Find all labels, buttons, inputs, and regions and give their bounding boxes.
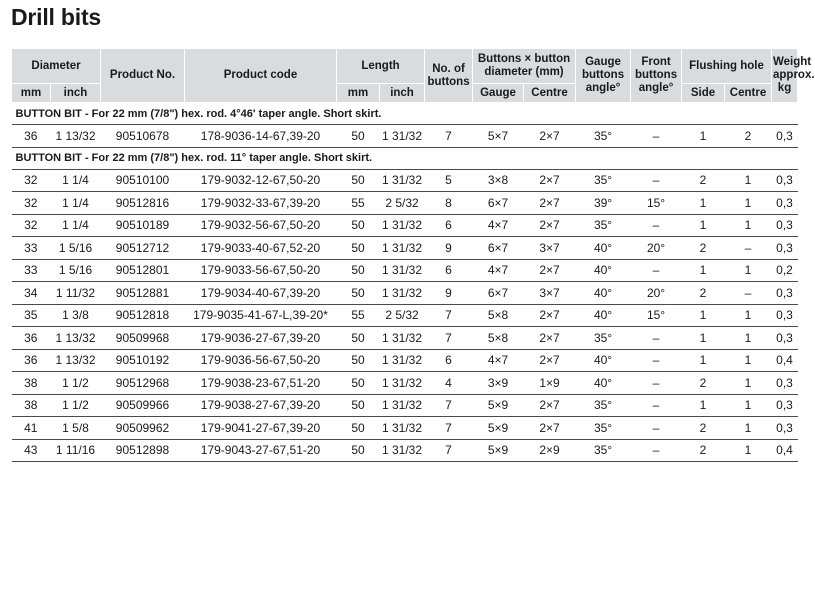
page-title: Drill bits (11, 4, 102, 30)
weight-cell: 0,3 (772, 237, 798, 260)
header-flushing-centre: Centre (725, 84, 772, 103)
flushing-centre-cell: 1 (725, 327, 772, 350)
front-angle-cell: 15° (631, 304, 682, 327)
product-code-cell: 179-9041-27-67,39-20 (185, 417, 337, 440)
gauge-angle-cell: 35° (576, 417, 631, 440)
centre-cell: 2×7 (524, 259, 576, 282)
header-product-no: Product No. (101, 49, 185, 103)
length-inch-cell: 1 31/32 (380, 394, 425, 417)
header-flushing-side: Side (682, 84, 725, 103)
diameter-mm-cell: 33 (12, 237, 51, 260)
weight-cell: 0,2 (772, 259, 798, 282)
length-inch-cell: 2 5/32 (380, 304, 425, 327)
centre-cell: 3×7 (524, 237, 576, 260)
centre-cell: 2×7 (524, 125, 576, 148)
no-of-buttons-cell: 8 (425, 192, 473, 215)
no-of-buttons-cell: 6 (425, 259, 473, 282)
flushing-centre-cell: 1 (725, 304, 772, 327)
gauge-angle-cell: 40° (576, 349, 631, 372)
length-mm-cell: 50 (337, 237, 380, 260)
header-gauge: Gauge (473, 84, 524, 103)
no-of-buttons-cell: 5 (425, 169, 473, 192)
front-angle-cell: 20° (631, 282, 682, 305)
length-inch-cell: 1 31/32 (380, 169, 425, 192)
gauge-cell: 5×9 (473, 394, 524, 417)
flushing-centre-cell: 1 (725, 349, 772, 372)
diameter-mm-cell: 32 (12, 192, 51, 215)
diameter-inch-cell: 1 1/2 (51, 372, 101, 395)
product-code-cell: 179-9033-56-67,50-20 (185, 259, 337, 282)
centre-cell: 2×7 (524, 349, 576, 372)
flushing-centre-cell: 1 (725, 417, 772, 440)
diameter-mm-cell: 35 (12, 304, 51, 327)
flushing-side-cell: 2 (682, 417, 725, 440)
header-length-inch: inch (380, 84, 425, 103)
centre-cell: 2×7 (524, 327, 576, 350)
product-code-cell: 179-9032-33-67,39-20 (185, 192, 337, 215)
header-diameter: Diameter (12, 49, 101, 84)
diameter-mm-cell: 36 (12, 125, 51, 148)
header-diameter-mm: mm (12, 84, 51, 103)
diameter-inch-cell: 1 5/16 (51, 259, 101, 282)
flushing-side-cell: 1 (682, 125, 725, 148)
length-inch-cell: 2 5/32 (380, 192, 425, 215)
header-weight: Weight approx. kg (772, 49, 798, 103)
centre-cell: 2×7 (524, 304, 576, 327)
diameter-inch-cell: 1 1/4 (51, 192, 101, 215)
product-no-cell: 90510678 (101, 125, 185, 148)
no-of-buttons-cell: 6 (425, 349, 473, 372)
gauge-cell: 5×7 (473, 125, 524, 148)
diameter-inch-cell: 1 5/8 (51, 417, 101, 440)
header-buttons-diameter: Buttons × button diameter (mm) (473, 49, 576, 84)
length-inch-cell: 1 31/32 (380, 349, 425, 372)
gauge-cell: 4×7 (473, 349, 524, 372)
weight-cell: 0,4 (772, 439, 798, 462)
flushing-centre-cell: 1 (725, 169, 772, 192)
length-mm-cell: 50 (337, 439, 380, 462)
no-of-buttons-cell: 9 (425, 282, 473, 305)
no-of-buttons-cell: 7 (425, 125, 473, 148)
length-mm-cell: 50 (337, 327, 380, 350)
diameter-inch-cell: 1 13/32 (51, 327, 101, 350)
diameter-inch-cell: 1 1/4 (51, 169, 101, 192)
centre-cell: 1×9 (524, 372, 576, 395)
diameter-inch-cell: 1 1/2 (51, 394, 101, 417)
product-code-cell: 179-9038-23-67,51-20 (185, 372, 337, 395)
length-inch-cell: 1 31/32 (380, 237, 425, 260)
front-angle-cell: – (631, 169, 682, 192)
product-code-cell: 179-9035-41-67-L,39-20* (185, 304, 337, 327)
front-angle-cell: – (631, 417, 682, 440)
length-inch-cell: 1 31/32 (380, 439, 425, 462)
flushing-side-cell: 1 (682, 394, 725, 417)
length-mm-cell: 55 (337, 192, 380, 215)
flushing-side-cell: 2 (682, 372, 725, 395)
gauge-cell: 3×9 (473, 372, 524, 395)
centre-cell: 2×7 (524, 169, 576, 192)
weight-cell: 0,3 (772, 214, 798, 237)
front-angle-cell: – (631, 259, 682, 282)
diameter-mm-cell: 43 (12, 439, 51, 462)
diameter-mm-cell: 32 (12, 214, 51, 237)
length-mm-cell: 50 (337, 169, 380, 192)
header-front-buttons-angle: Front buttons angle° (631, 49, 682, 103)
flushing-centre-cell: 1 (725, 439, 772, 462)
gauge-cell: 6×7 (473, 282, 524, 305)
product-no-cell: 90509962 (101, 417, 185, 440)
gauge-angle-cell: 40° (576, 259, 631, 282)
centre-cell: 2×7 (524, 192, 576, 215)
diameter-mm-cell: 38 (12, 394, 51, 417)
diameter-mm-cell: 41 (12, 417, 51, 440)
gauge-angle-cell: 35° (576, 169, 631, 192)
length-inch-cell: 1 31/32 (380, 327, 425, 350)
gauge-cell: 5×9 (473, 439, 524, 462)
header-centre: Centre (524, 84, 576, 103)
table-row (12, 214, 798, 237)
gauge-angle-cell: 35° (576, 439, 631, 462)
flushing-side-cell: 2 (682, 237, 725, 260)
gauge-angle-cell: 40° (576, 372, 631, 395)
length-mm-cell: 50 (337, 282, 380, 305)
table-row (12, 327, 798, 350)
front-angle-cell: 20° (631, 237, 682, 260)
length-inch-cell: 1 31/32 (380, 125, 425, 148)
weight-cell: 0,3 (772, 304, 798, 327)
no-of-buttons-cell: 7 (425, 394, 473, 417)
weight-cell: 0,3 (772, 169, 798, 192)
table-row (12, 125, 798, 148)
flushing-centre-cell: 1 (725, 214, 772, 237)
gauge-cell: 3×8 (473, 169, 524, 192)
diameter-inch-cell: 1 11/32 (51, 282, 101, 305)
table-row (12, 349, 798, 372)
centre-cell: 2×7 (524, 394, 576, 417)
product-code-cell: 179-9043-27-67,51-20 (185, 439, 337, 462)
length-mm-cell: 50 (337, 394, 380, 417)
weight-cell: 0,3 (772, 417, 798, 440)
length-inch-cell: 1 31/32 (380, 259, 425, 282)
table-row (12, 237, 798, 260)
diameter-mm-cell: 34 (12, 282, 51, 305)
front-angle-cell: – (631, 327, 682, 350)
product-no-cell: 90512816 (101, 192, 185, 215)
weight-cell: 0,3 (772, 282, 798, 305)
weight-cell: 0,3 (772, 125, 798, 148)
diameter-inch-cell: 1 3/8 (51, 304, 101, 327)
header-gauge-buttons-angle: Gauge buttons angle° (576, 49, 631, 103)
header-diameter-inch: inch (51, 84, 101, 103)
product-no-cell: 90509968 (101, 327, 185, 350)
product-code-cell: 179-9032-56-67,50-20 (185, 214, 337, 237)
flushing-centre-cell: 1 (725, 372, 772, 395)
drill-bits-table (11, 48, 815, 462)
table-row (12, 192, 798, 215)
length-inch-cell: 1 31/32 (380, 417, 425, 440)
flushing-side-cell: 2 (682, 439, 725, 462)
flushing-side-cell: 2 (682, 282, 725, 305)
product-code-cell: 179-9033-40-67,52-20 (185, 237, 337, 260)
flushing-centre-cell: 1 (725, 394, 772, 417)
header-flushing-hole: Flushing hole (682, 49, 772, 84)
length-mm-cell: 50 (337, 259, 380, 282)
product-code-cell: 179-9036-27-67,39-20 (185, 327, 337, 350)
table-row (12, 394, 798, 417)
no-of-buttons-cell: 6 (425, 214, 473, 237)
product-no-cell: 90512898 (101, 439, 185, 462)
table-row (12, 169, 798, 192)
gauge-angle-cell: 35° (576, 214, 631, 237)
flushing-centre-cell: 2 (725, 125, 772, 148)
centre-cell: 2×9 (524, 439, 576, 462)
diameter-inch-cell: 1 5/16 (51, 237, 101, 260)
flushing-centre-cell: – (725, 282, 772, 305)
product-no-cell: 90512712 (101, 237, 185, 260)
flushing-side-cell: 1 (682, 327, 725, 350)
gauge-angle-cell: 40° (576, 282, 631, 305)
product-no-cell: 90510192 (101, 349, 185, 372)
header-product-code: Product code (185, 49, 337, 103)
header-length-mm: mm (337, 84, 380, 103)
header-length: Length (337, 49, 425, 84)
gauge-angle-cell: 40° (576, 237, 631, 260)
flushing-centre-cell: 1 (725, 259, 772, 282)
gauge-angle-cell: 35° (576, 394, 631, 417)
no-of-buttons-cell: 4 (425, 372, 473, 395)
length-mm-cell: 50 (337, 349, 380, 372)
centre-cell: 3×7 (524, 282, 576, 305)
weight-cell: 0,4 (772, 349, 798, 372)
length-mm-cell: 50 (337, 125, 380, 148)
gauge-cell: 5×8 (473, 327, 524, 350)
front-angle-cell: – (631, 372, 682, 395)
front-angle-cell: – (631, 125, 682, 148)
diameter-mm-cell: 33 (12, 259, 51, 282)
length-mm-cell: 50 (337, 417, 380, 440)
section-label: BUTTON BIT - For 22 mm (7/8") hex. rod. 4°46' taper angle. Short skirt. (12, 103, 798, 125)
table-row (12, 304, 798, 327)
header-no-of-buttons: No. of buttons (425, 49, 473, 103)
product-code-cell: 179-9038-27-67,39-20 (185, 394, 337, 417)
flushing-centre-cell: 1 (725, 192, 772, 215)
diameter-mm-cell: 38 (12, 372, 51, 395)
gauge-cell: 5×8 (473, 304, 524, 327)
length-mm-cell: 50 (337, 372, 380, 395)
section-label: BUTTON BIT - For 22 mm (7/8") hex. rod. 11° taper angle. Short skirt. (12, 147, 798, 169)
length-mm-cell: 50 (337, 214, 380, 237)
length-mm-cell: 55 (337, 304, 380, 327)
product-no-cell: 90512801 (101, 259, 185, 282)
flushing-centre-cell: – (725, 237, 772, 260)
gauge-angle-cell: 35° (576, 327, 631, 350)
table-row (12, 282, 798, 305)
length-inch-cell: 1 31/32 (380, 282, 425, 305)
product-code-cell: 179-9036-56-67,50-20 (185, 349, 337, 372)
table-row (12, 417, 798, 440)
product-no-cell: 90510189 (101, 214, 185, 237)
diameter-mm-cell: 36 (12, 349, 51, 372)
front-angle-cell: 15° (631, 192, 682, 215)
flushing-side-cell: 1 (682, 304, 725, 327)
flushing-side-cell: 1 (682, 349, 725, 372)
diameter-mm-cell: 32 (12, 169, 51, 192)
diameter-inch-cell: 1 13/32 (51, 349, 101, 372)
product-code-cell: 179-9032-12-67,50-20 (185, 169, 337, 192)
gauge-angle-cell: 35° (576, 125, 631, 148)
gauge-cell: 5×9 (473, 417, 524, 440)
weight-cell: 0,3 (772, 394, 798, 417)
flushing-side-cell: 2 (682, 169, 725, 192)
product-code-cell: 179-9034-40-67,39-20 (185, 282, 337, 305)
flushing-side-cell: 1 (682, 214, 725, 237)
product-code-cell: 178-9036-14-67,39-20 (185, 125, 337, 148)
product-no-cell: 90510100 (101, 169, 185, 192)
length-inch-cell: 1 31/32 (380, 214, 425, 237)
diameter-inch-cell: 1 13/32 (51, 125, 101, 148)
length-inch-cell: 1 31/32 (380, 372, 425, 395)
gauge-cell: 6×7 (473, 192, 524, 215)
diameter-mm-cell: 36 (12, 327, 51, 350)
no-of-buttons-cell: 7 (425, 439, 473, 462)
flushing-side-cell: 1 (682, 192, 725, 215)
product-no-cell: 90512818 (101, 304, 185, 327)
gauge-angle-cell: 39° (576, 192, 631, 215)
product-no-cell: 90509966 (101, 394, 185, 417)
centre-cell: 2×7 (524, 214, 576, 237)
front-angle-cell: – (631, 214, 682, 237)
no-of-buttons-cell: 9 (425, 237, 473, 260)
no-of-buttons-cell: 7 (425, 417, 473, 440)
gauge-angle-cell: 40° (576, 304, 631, 327)
weight-cell: 0,3 (772, 192, 798, 215)
front-angle-cell: – (631, 394, 682, 417)
no-of-buttons-cell: 7 (425, 327, 473, 350)
no-of-buttons-cell: 7 (425, 304, 473, 327)
product-no-cell: 90512968 (101, 372, 185, 395)
front-angle-cell: – (631, 349, 682, 372)
weight-cell: 0,3 (772, 327, 798, 350)
diameter-inch-cell: 1 11/16 (51, 439, 101, 462)
diameter-inch-cell: 1 1/4 (51, 214, 101, 237)
table-row (12, 372, 798, 395)
front-angle-cell: – (631, 439, 682, 462)
centre-cell: 2×7 (524, 417, 576, 440)
table-row (12, 439, 798, 462)
gauge-cell: 4×7 (473, 214, 524, 237)
weight-cell: 0,3 (772, 372, 798, 395)
gauge-cell: 4×7 (473, 259, 524, 282)
flushing-side-cell: 1 (682, 259, 725, 282)
product-no-cell: 90512881 (101, 282, 185, 305)
gauge-cell: 6×7 (473, 237, 524, 260)
table-row (12, 259, 798, 282)
